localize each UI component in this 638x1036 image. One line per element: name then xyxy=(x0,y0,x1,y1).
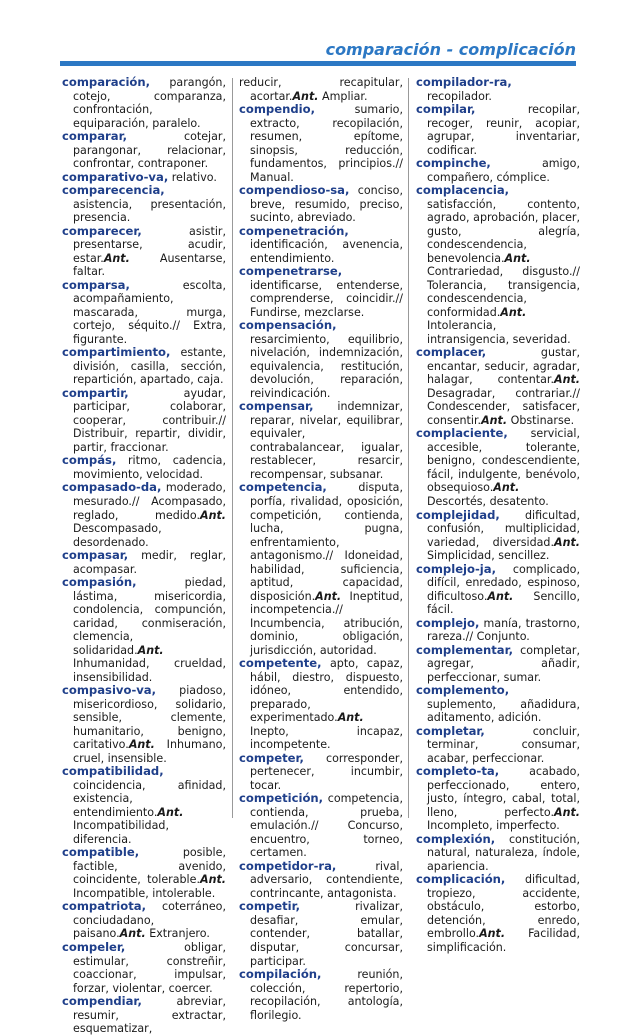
headword: compendiar, xyxy=(62,994,142,1009)
definition-text: Desagradar, contrariar.// Condescender, satisfacer, consentir. xyxy=(427,386,580,427)
antonym-marker: Ant. xyxy=(315,589,342,603)
definition-text: constitución, natural, naturaleza, índole, apariencia. xyxy=(427,832,580,873)
definition-text: asistencia, presentación, presencia. xyxy=(73,197,226,225)
headword: compinche, xyxy=(416,156,491,171)
antonym-marker: Ant. xyxy=(479,927,506,941)
header-rule xyxy=(60,61,576,66)
antonym-marker: Ant. xyxy=(504,251,531,265)
definition-text: corresponder, pertenecer, incumbir, tocar. xyxy=(250,751,403,792)
dictionary-entry xyxy=(239,265,403,319)
page-header xyxy=(0,36,638,66)
headword: comparativo-va, xyxy=(62,169,169,184)
headword: compendio, xyxy=(239,102,315,117)
definition-text: coterráneo, conciudadano, paisano. xyxy=(73,900,226,941)
headword: compensación, xyxy=(239,318,337,333)
definition-text: Ampliar. xyxy=(318,89,368,103)
headword: competición, xyxy=(239,791,324,806)
headword: compás, xyxy=(62,453,117,468)
headword: compasar, xyxy=(62,548,129,563)
antonym-marker: Ant. xyxy=(553,805,580,819)
dictionary-entry xyxy=(239,225,403,266)
dictionary-entry xyxy=(62,454,226,481)
dictionary-entry xyxy=(62,171,226,185)
dictionary-entry xyxy=(62,76,226,130)
antonym-marker: Ant. xyxy=(199,873,226,887)
headword: comparación, xyxy=(62,75,151,89)
definition-text: moderado, mesurado.// Acompasado, reglado, medido. xyxy=(73,481,226,522)
definition-text: sumario, extracto, recopilación, resumen, epítome, sinopsis, reducción, fundamentos, principios.// Manual. xyxy=(250,103,403,184)
definition-text: escolta, acompañamiento, mascarada, murga, cortejo, séquito.// Extra, figurante. xyxy=(73,278,226,346)
definition-text: obligar, estimular, constreñir, coaccionar, impulsar, forzar, violentar, coercer. xyxy=(73,941,226,995)
definition-text: disputa, porfía, rivalidad, oposición, competición, contienda, lucha, pugna, enfrentamiento, antagonismo.// Idoneidad, habilidad, suficiencia, aptitud, capacidad, disposición. xyxy=(250,481,403,603)
headword: compartir, xyxy=(62,385,129,400)
definition-text: recopilador. xyxy=(427,89,492,103)
dictionary-entry xyxy=(239,184,403,225)
antonym-marker: Ant. xyxy=(137,643,164,657)
definition-text: suplemento, añadidura, aditamento, adición. xyxy=(427,697,580,725)
definition-text: resarcimiento, equilibrio, nivelación, indemnización, equivalencia, restitución, devolución, reparación, reivindicación. xyxy=(250,332,403,400)
definition-text: Ausentarse, faltar. xyxy=(73,251,226,279)
dictionary-entry xyxy=(239,657,403,752)
definition-text: reducir, recapitular, acortar. xyxy=(239,76,403,103)
dictionary-entry xyxy=(239,968,403,1022)
headword: compasivo-va, xyxy=(62,683,157,698)
definition-text: identificación, avenencia, entendimiento. xyxy=(250,238,403,265)
definition-text: servicial, accesible, tolerante, benigno, condescendiente, fácil, indulgente, benévolo, obsequioso. xyxy=(427,427,580,495)
headword: compilador-ra, xyxy=(416,75,512,89)
headword: compatriota, xyxy=(62,899,147,914)
dictionary-entry xyxy=(239,319,403,400)
antonym-marker: Ant. xyxy=(500,305,527,319)
dictionary-entry xyxy=(62,684,226,765)
definition-text: Descortés, desatento. xyxy=(427,494,549,508)
column-divider xyxy=(408,78,409,818)
headword: competidor-ra, xyxy=(239,858,337,873)
definition-text: Inhumanidad, crueldad, insensibilidad. xyxy=(73,657,226,684)
dictionary-entry xyxy=(62,184,226,225)
dictionary-entry xyxy=(416,563,580,617)
headword: comparecer, xyxy=(62,223,142,238)
dictionary-entry xyxy=(62,576,226,684)
headword: competer, xyxy=(239,750,304,765)
definition-text: reunión, colección, repertorio, recopilación, antología, florilegio. xyxy=(250,968,403,1022)
dictionary-entry xyxy=(416,617,580,644)
dictionary-entry xyxy=(62,900,226,941)
running-head: comparación - complicación xyxy=(325,40,576,59)
headword: comparar, xyxy=(62,129,127,144)
headword: completar, xyxy=(416,723,485,738)
dictionary-entry xyxy=(239,900,403,968)
column-divider xyxy=(232,78,233,818)
definition-text: relativo. xyxy=(168,170,217,184)
definition-text: ayudar, participar, colaborar, cooperar, contribuir.// Distribuir, repartir, dividir, partir, fraccionar. xyxy=(73,386,226,454)
definition-text: rival, adversario, contendiente, contrincante, antagonista. xyxy=(250,859,403,900)
column-2 xyxy=(239,76,403,1022)
dictionary-entry xyxy=(416,684,580,725)
headword: compenetración, xyxy=(239,223,349,238)
definition-text: identificarse, entenderse, comprenderse, coincidir.// Fundirse, mezclarse. xyxy=(250,278,403,319)
dictionary-entry xyxy=(62,765,226,846)
definition-text: apto, capaz, hábil, diestro, dispuesto, idóneo, entendido, preparado, experimentado. xyxy=(250,657,403,725)
headword: complemento, xyxy=(416,683,510,698)
definition-text: Inepto, incapaz, incompetente. xyxy=(250,724,403,752)
definition-text: abreviar, resumir, extractar, esquematizar, xyxy=(73,995,226,1036)
headword: competencia, xyxy=(239,480,327,495)
definition-text: Extranjero. xyxy=(145,927,210,941)
column-1 xyxy=(62,76,226,1036)
definition-text: concluir, terminar, consumar, acabar, perfeccionar. xyxy=(427,724,580,765)
dictionary-entry xyxy=(239,76,403,103)
headword: compilar, xyxy=(416,102,476,117)
headword: complexión, xyxy=(416,831,496,846)
definition-text: ritmo, cadencia, movimiento, velocidad. xyxy=(73,454,226,481)
headword: compatibilidad, xyxy=(62,764,164,779)
antonym-marker: Ant. xyxy=(481,413,508,427)
definition-text: rivalizar, desafiar, emular, contender, batallar, disputar, concursar, participar. xyxy=(250,900,403,968)
dictionary-entry xyxy=(62,346,226,387)
headword: compensar, xyxy=(239,399,314,414)
dictionary-entry xyxy=(62,130,226,171)
definition-text: recopilar, recoger, reunir, acopiar, agrupar, inventariar, codificar. xyxy=(427,103,580,157)
dictionary-entry xyxy=(62,481,226,549)
headword: compilación, xyxy=(239,967,322,982)
headword: comparsa, xyxy=(62,277,130,292)
antonym-marker: Ant. xyxy=(553,373,580,387)
antonym-marker: Ant. xyxy=(553,535,580,549)
headword: completo-ta, xyxy=(416,764,500,779)
headword: comparecencia, xyxy=(62,183,165,198)
dictionary-entry xyxy=(416,157,580,184)
headword: complementar, xyxy=(416,642,514,657)
definition-text: Intolerancia, intransigencia, severidad. xyxy=(427,319,571,346)
headword: complicación, xyxy=(416,872,506,887)
definition-text: dificultad, tropiezo, accidente, obstáculo, estorbo, detención, enredo, embrollo. xyxy=(427,873,580,941)
headword: compasión, xyxy=(62,575,137,590)
definition-text: Inhumano, cruel, insensible. xyxy=(73,738,226,765)
headword: compatible, xyxy=(62,845,140,860)
definition-text: complicado, difícil, enredado, espinoso, dificultoso. xyxy=(427,562,580,603)
antonym-marker: Ant. xyxy=(128,738,155,752)
antonym-marker: Ant. xyxy=(292,89,319,103)
headword: compenetrarse, xyxy=(239,264,343,279)
dictionary-entry xyxy=(62,225,226,279)
dictionary-entry xyxy=(416,873,580,954)
definition-text: posible, factible, avenido, coincidente, tolerable. xyxy=(73,846,226,887)
definition-text: amigo, compañero, cómplice. xyxy=(427,157,580,184)
headword: competir, xyxy=(239,899,301,914)
definition-text: gustar, encantar, seducir, agradar, halagar, contentar. xyxy=(427,346,580,387)
definition-text: dificultad, confusión, multiplicidad, variedad, diversidad. xyxy=(427,508,580,549)
definition-text: completar, agregar, añadir, perfeccionar, sumar. xyxy=(427,643,580,684)
definition-text: coincidencia, afinidad, existencia, entendimiento. xyxy=(73,778,226,819)
dictionary-entry xyxy=(416,76,580,103)
definition-text: competencia, contienda, prueba, emulación.// Concurso, encuentro, torneo, certamen. xyxy=(250,792,403,860)
dictionary-entry xyxy=(416,427,580,508)
dictionary-entry xyxy=(416,725,580,766)
antonym-marker: Ant. xyxy=(199,508,226,522)
definition-text: Contrariedad, disgusto.// Tolerancia, transigencia, condescendencia, conformidad. xyxy=(427,265,580,319)
definition-text: Obstinarse. xyxy=(507,413,575,427)
dictionary-entry xyxy=(416,184,580,346)
antonym-marker: Ant. xyxy=(493,481,520,495)
headword: complaciente, xyxy=(416,426,508,441)
dictionary-entry xyxy=(416,833,580,874)
definition-text: Ineptitud, incompetencia.// Incumbencia, atribución, dominio, obligación, jurisdicción, autoridad. xyxy=(250,589,403,657)
column-3 xyxy=(416,76,580,955)
headword: complacencia, xyxy=(416,183,510,198)
dictionary-entry xyxy=(62,549,226,576)
definition-text: asistir, presentarse, acudir, estar. xyxy=(73,224,226,265)
dictionary-entry xyxy=(416,644,580,685)
antonym-marker: Ant. xyxy=(157,805,184,819)
definition-text: indemnizar, reparar, nivelar, equilibrar, equivaler, contrabalancear, igualar, restablecer, resarcir, recompensar, subsanar. xyxy=(250,400,403,481)
definition-text: Descompasado, desordenado. xyxy=(73,522,162,549)
dictionary-entry xyxy=(62,846,226,900)
definition-text: Facilidad, simplificación. xyxy=(427,927,580,954)
definition-text: cotejar, parangonar, relacionar, confrontar, contraponer. xyxy=(73,130,226,171)
dictionary-entry xyxy=(239,400,403,481)
dictionary-entry xyxy=(239,752,403,793)
dictionary-entry xyxy=(62,387,226,455)
definition-text: Sencillo, fácil. xyxy=(427,589,580,617)
headword: compeler, xyxy=(62,940,126,954)
headword: competente, xyxy=(239,656,322,671)
dictionary-entry xyxy=(416,103,580,157)
definition-text: medir, reglar, acompasar. xyxy=(73,549,226,576)
antonym-marker: Ant. xyxy=(337,711,364,725)
definition-text: piedad, lástima, misericordia, condolencia, compunción, caridad, conmiseración, clemencia, solidaridad. xyxy=(73,576,226,657)
dictionary-entry xyxy=(416,765,580,833)
headword: complejidad, xyxy=(416,507,500,522)
headword: compartimiento, xyxy=(62,345,171,360)
dictionary-entry xyxy=(239,860,403,901)
definition-text: Simplicidad, sencillez. xyxy=(427,549,550,563)
antonym-marker: Ant. xyxy=(119,927,146,941)
dictionary-entry xyxy=(62,995,226,1036)
definition-text: estante, división, casilla, sección, repartición, apartado, caja. xyxy=(73,346,226,387)
dictionary-entry xyxy=(62,941,226,995)
definition-text: Incompatible, intolerable. xyxy=(73,886,216,900)
dictionary-entry xyxy=(62,279,226,347)
headword: compasado-da, xyxy=(62,480,162,495)
dictionary-entry xyxy=(416,346,580,427)
definition-text: Incompatibilidad, diferencia. xyxy=(73,819,169,846)
dictionary-entry xyxy=(239,103,403,184)
headword: complejo-ja, xyxy=(416,561,497,576)
headword: compendioso-sa, xyxy=(239,183,350,198)
definition-text: acabado, perfeccionado, entero, justo, íntegro, cabal, total, lleno, perfecto. xyxy=(427,765,580,819)
definition-text: Incompleto, imperfecto. xyxy=(427,819,560,833)
definition-text: piadoso, misericordioso, solidario, sensible, clemente, humanitario, benigno, caritativo. xyxy=(73,684,226,752)
definition-text: satisfacción, contento, agrado, aprobación, placer, gusto, alegría, condescendencia, benevolencia. xyxy=(427,197,580,265)
definition-text: conciso, breve, resumido, preciso, sucinto, abreviado. xyxy=(250,184,403,225)
headword: complejo, xyxy=(416,615,480,630)
antonym-marker: Ant. xyxy=(487,589,514,603)
definition-text: manía, trastorno, rareza.// Conjunto. xyxy=(427,616,580,644)
definition-text: parangón, cotejo, comparanza, confrontación, equiparación, paralelo. xyxy=(73,76,226,130)
headword: complacer, xyxy=(416,345,487,360)
antonym-marker: Ant. xyxy=(103,251,130,265)
dictionary-entry xyxy=(239,481,403,657)
dictionary-entry xyxy=(416,509,580,563)
